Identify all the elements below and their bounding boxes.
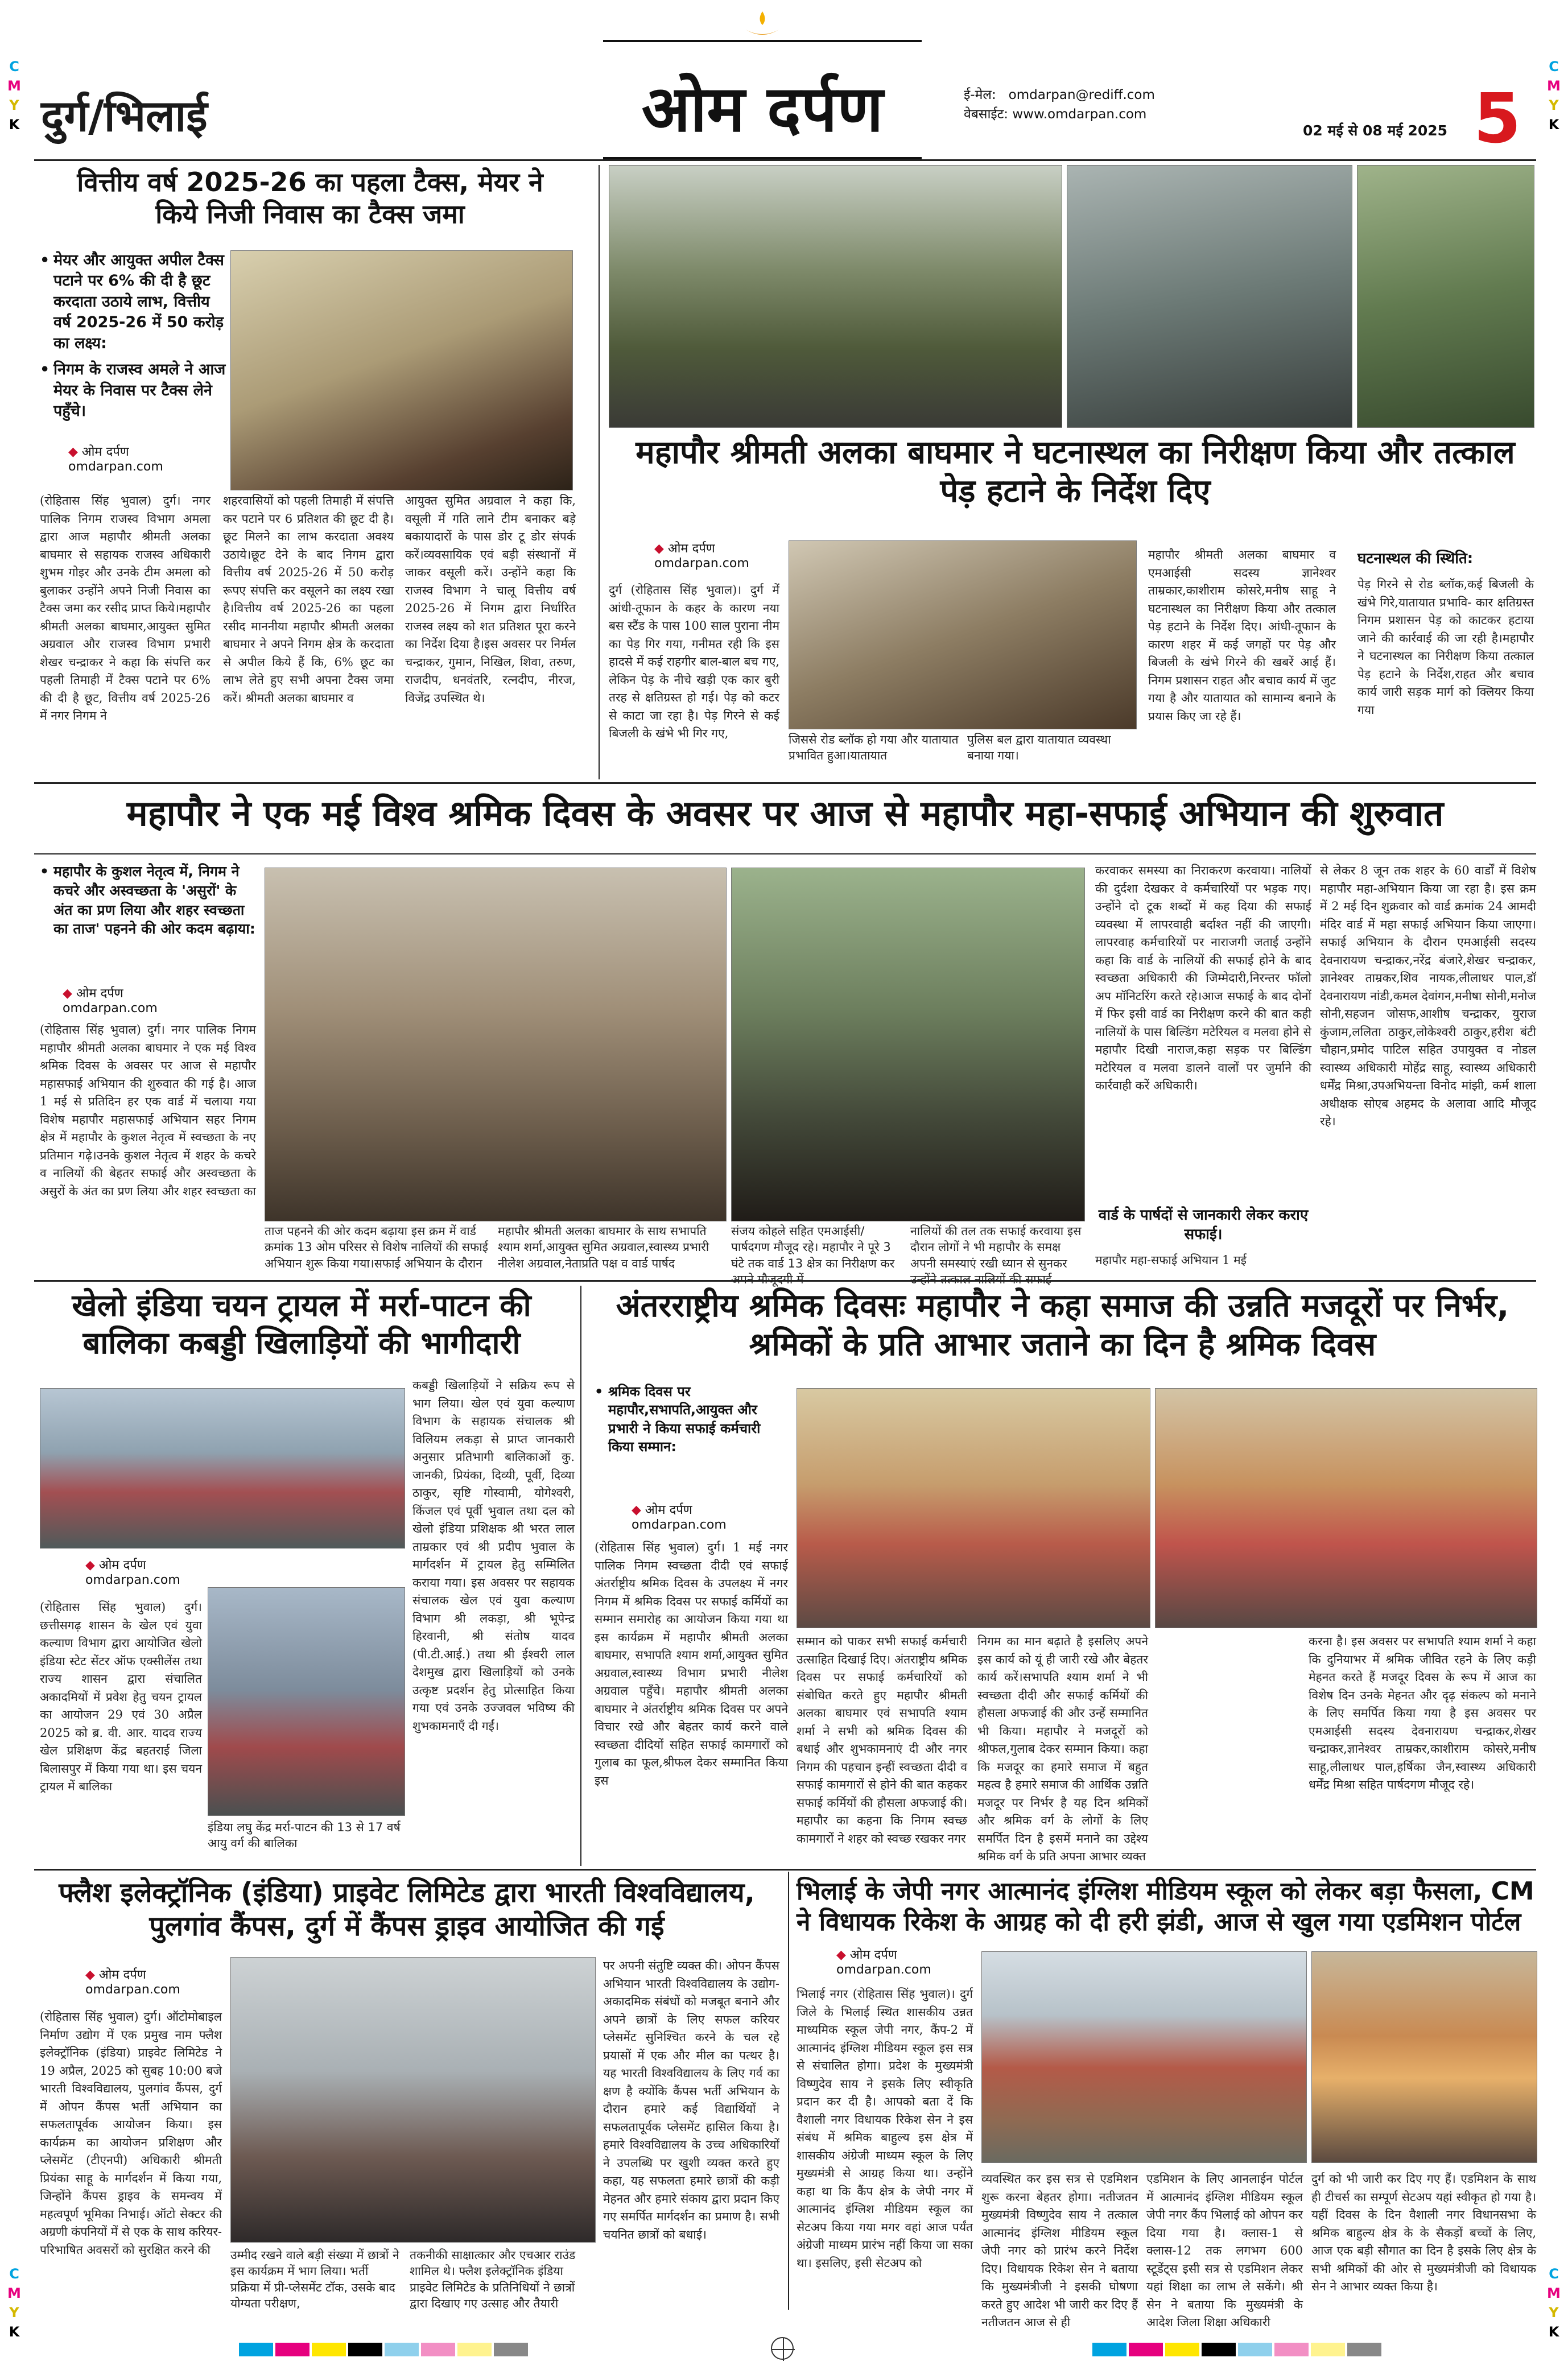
story7-photo-school (981, 1951, 1307, 2163)
story3-photo-group (265, 868, 727, 1221)
story3-headline: महापौर ने एक मई विश्व श्रमिक दिवस के अवसर पर आज से महापौर महा-सफाई अभियान की शुरुवात (126, 792, 1444, 834)
registration-marks-right (1543, 57, 1565, 134)
contact-info (964, 85, 1155, 124)
story3-cap1: ताज पहनने की ओर कदम बढ़ाया इस क्रम में वार्ड क्रमांक 13 ओम परिसर से विशेष नालियों की सफाई अभियान शुरू किया गया।सफाई अभियान के दौरान (265, 1224, 488, 1270)
byline-site: omdarpan.com (836, 1963, 931, 1977)
story5-col3: निगम का मान बढ़ाते है इसलिए अपने इस कार्य को यूं ही जारी रखे और बेहतर कार्य करें।सभापति श्याम शर्मा ने भी स्वच्छता दीदी और सफाई कर्मियों की हौसला अफजाई की और उन्हें सम्मानित भी किया। महापौर ने मजदूरों को श्रीफल,गुलाब देकर सम्मान किया। कहा कि मजदूर का हमारे समाज में बहुत महत्व है हमारे समाज की आर्थिक उन्नति मजदूर पर निर्भर है यह दिन श्रमिकों और श्रमिक वर्ग के लोगों के लिए समर्पित दिन है इसमें मनाने का उद्देश्य श्रमिक वर्ग के प्रति अपना आभार व्यक्त (977, 1634, 1148, 1863)
story1-bullet: • निगम के राजस्व अमले ने आज मेयर के निवास पर टैक्स लेने पहुँचे। (40, 360, 228, 422)
crosshair-icon (771, 2337, 794, 2360)
header-rule (34, 159, 1536, 161)
story6-col2: पर अपनी संतुष्टि व्यक्त की। ओपन कैंपस अभियान भारती विश्वविद्यालय के उद्योग-अकादमिक संबंधों को मजबूत बनाने और अपने छात्रों के लिए सफल करियर प्लेसमेंट सुनिश्चित करने के चल रहे प्रयासों में एक और मील का पत्थर है। यह भारती विश्वविद्यालय के लिए गर्व का क्षण है क्योंकि कैंपस भर्ती अभियान के दौरान हमारे कई विद्यार्थियों ने सफलतापूर्वक प्लेसमेंट हासिल किया है। हमारे विश्वविद्यालय के उच्च अधिकारियों ने उपलब्धि पर खुशी व्यक्त करते हुए कहा, यह सफलता हमारे छात्रों की कड़ी मेहनत और हमारे संकाय द्वारा प्रदान किए गए समर्पित मार्गदर्शन का प्रमाण है। सभी चयनित छात्रों को बधाई। (603, 1959, 779, 2241)
story2-col3: पेड़ गिरने से रोड ब्लॉक,कई बिजली के खंभे गिरे,यातायात प्रभावि- कार क्षतिग्रस्त निगम प्रशासन पेड़ को काटकर हटाया जाने की कार्रवाई की जा रही है।महापौर ने घटनास्थल का निरीक्षण किया तत्काल पेड़ हटाने के निर्देश,राहत और बचाव कार्य जारी सड़क मार्ग को क्लियर किया गया (1357, 577, 1534, 717)
story4-byline: ◆ ओम दर्पण omdarpan.com (85, 1558, 180, 1587)
email[interactable]: omdarpan@rediff.com (1008, 88, 1155, 102)
byline-brand: ओम दर्पण (98, 1558, 146, 1572)
page-number: 5 (1474, 80, 1521, 159)
story2-headline: महापौर श्रीमती अलका बाघमार ने घटनास्थल का निरीक्षण किया और तत्काल पेड़ हटाने के निर्देश दिए (636, 434, 1515, 510)
story5-headline: अंतरराष्ट्रीय श्रमिक दिवसः महापौर ने कहा समाज की उन्नति मजदूरों पर निर्भर, श्रमिकों के प्रति आभार जताने का दिन है श्रमिक दिवस (616, 1287, 1509, 1364)
story3-byline: ◆ ओम दर्पण omdarpan.com (63, 986, 158, 1015)
color-bar-right (1092, 2343, 1384, 2359)
story1-col3: आयुक्त सुमित अग्रवाल ने कहा कि, वसूली में गति लाने टीम बनाकर बड़े बकायादारों के पास डोर टू डोर संपर्क करें।व्यवसायिक एवं बड़ी संस्थानों में जाकर वसूली करें। उन्होंने कहा कि राजस्व विभाग ने चालू वित्तीय वर्ष 2025-26 में निगम द्वारा निर्धारित राजस्व लक्ष्य को शत प्रतिशत पूरा करने का निर्देश दिया है।इस अवसर पर निर्मल चन्द्राकर, गुमान, निखिल, शिवा, तरुण, राजदीप, धनवंतरि, रत्नदीप, नीरज, विजेंद्र उपस्थित थे। (405, 494, 576, 705)
byline-site: omdarpan.com (85, 1983, 180, 1997)
story1-col2: शहरवासियों को पहली तिमाही में संपत्ति कर पटाने पर 6 प्रतिशत की छूट दी है। छूट मिलने का लाभ करदाता अवश्य उठाये।छूट देने के बाद निगम द्वारा वित्तीय वर्ष 2025-26 में 50 करोड़ रूपए संपत्ति कर वसूलने का लक्ष्य रखा है।वित्तीय वर्ष 2025-26 का पहला रसीद माननीया महापौर श्रीमती अलका बाघमार ने अपने निगम क्षेत्र के करदाता से अपील किये हैं कि, 6% छूट का लाभ लेते हुए सभी अपना टैक्स जमा करें। श्रीमती अलका बाघमार व (223, 494, 394, 705)
reg-m: M (7, 78, 21, 94)
story6-photo (230, 1957, 596, 2243)
story6-headline: फ्लैश इलेक्ट्रॉनिक (इंडिया) प्राइवेट लिमिटेड द्वारा भारती विश्वविद्यालय, पुलगांव कैंपस, दुर्ग में कैंपस ड्राइव आयोजित की गई (59, 1877, 755, 1942)
column-rule (580, 1286, 581, 1866)
story1-photo (230, 250, 573, 490)
reg-k: K (1548, 2324, 1559, 2340)
reg-y: Y (1549, 97, 1559, 113)
byline-brand: ओम दर्पण (98, 1968, 146, 1982)
registration-marks-left-bottom (3, 2264, 25, 2342)
reg-k: K (9, 117, 20, 133)
section-rule (34, 1869, 1536, 1871)
registration-marks-left (3, 57, 25, 134)
byline-brand: ओम दर्पण (76, 986, 123, 1001)
story4-col2: कबड्डी खिलाड़ियों ने सक्रिय रूप से भाग लिया। खेल एवं युवा कल्याण विभाग के सहायक संचालक श्री विलियम लकड़ा से प्राप्त जानकारी अनुसार प्रतिभागी बालिकाओं कु. जानकी, प्रियंका, दिव्यी, पूर्वी, दिव्या ठाकुर, सृष्टि गोस्वामी, योगेश्वरी, किंजल एवं पूर्वी भुवाल तथा दल को खेलो इंडिया प्रशिक्षक श्री भरत लाल ताम्रकार एवं श्री प्रदीप भुवाल के मार्गदर्शन में ट्रायल हेतु सम्मिलित कराया गया। इस अवसर पर सहायक संचालक खेल एवं युवा कल्याण विभाग श्री लकड़ा, श्री भूपेन्द्र हिरवानी, श्री संतोष यादव (पी.टी.आई.) तथा श्री ईश्वरी लाल देशमुख द्वारा खिलाड़ियों को उनके उत्कृष्ट प्रदर्शन हेतु प्रोत्साहित किया गया एवं उनके उज्जवल भविष्य की शुभकामनाएँ दी गईं। (412, 1378, 575, 1733)
story3-col3: से लेकर 8 जून तक शहर के 60 वार्डों में विशेष महापौर महा-अभियान किया जा रहा है। इस क्रम में 2 मई दिन शुक्रवार को वार्ड क्रमांक 24 आमदी मंदिर वार्ड में महा सफाई अभियान किया जाएगा। सफाई अभियान के दौरान एमआईसी सदस्य देवनारायण चन्द्राकर,नरेंद्र बंजारे,शेखर चन्द्राकर, ज्ञानेश्वर ताम्रकर,शिव नायक,लीलाधर पाल,डॉ देवनारायण नांडी,कमल देवांगन,मनीषा सोनी,मनोज सोनी,सहजन जोसफ,आशीष चन्द्राकर, युराज कुंजाम,ललिता ठाकुर,लोकेश्वरी ठाकुर,हरीश बंटी चौहान,प्रमोद पाटिल सहित उपायुक्त व नोडल स्वास्थ्य अधिकारी मोहेंद्र साहू, स्वास्थ्य अधिकारी धर्मेंद्र मिश्रा,उपअभियन्ता विनोद मांझी, कर्म शाला अधीक्षक सोएब अहमद के अलावा आदि मौजूद रहे। (1320, 864, 1536, 1128)
story3-col2-end: महापौर महा-सफाई अभियान 1 मई (1095, 1253, 1247, 1267)
byline-site: omdarpan.com (63, 1001, 158, 1015)
byline-brand: ओम दर्पण (645, 1503, 692, 1517)
story3-photo-drain (731, 868, 1085, 1221)
website-label: वेबसाईट: (964, 107, 1009, 122)
reg-m: M (7, 2285, 21, 2301)
story6-caption-left: उम्मीद रखने वाले बड़ी संख्या में छात्रों ने इस कार्यक्रम में भाग लिया। भर्ती प्रक्रिया में प्री-प्लेसमेंट टॉक, उसके बाद योग्यता परीक्षण, (230, 2248, 399, 2311)
story2-photo-car (1067, 165, 1352, 428)
story6-col1: (रोहितास सिंह भुवाल) दुर्ग। ऑटोमोबाइल निर्माण उद्योग में एक प्रमुख नाम फ्लैश इलेक्ट्रॉनिक (इंडिया) प्राइवेट लिमिटेड ने 19 अप्रैल, 2025 को सुबह 10:00 बजे भारती विश्वविद्यालय, पुलगांव कैंपस, दुर्ग में ओपन कैंपस भर्ती अभियान का सफलतापूर्वक आयोजन किया। इस कार्यक्रम का आयोजन प्रशिक्षण और प्लेसमेंट (टीएनपी) अधिकारी श्रीमती प्रियंका साहू के मार्गदर्शन में किया गया, जिन्होंने कैंपस ड्राइव के समन्वय में महत्वपूर्ण भूमिका निभाई। ऑटो सेक्टर की अग्रणी कंपनियों में से एक के साथ करियर-परिभाषित अवसरों को सुरक्षित करने की (40, 2010, 222, 2257)
reg-c: C (9, 2266, 19, 2282)
lamp-icon (742, 7, 782, 40)
story7-headline: भिलाई के जेपी नगर आत्मानंद इंग्लिश मीडियम स्कूल को लेकर बड़ा फैसला, CM ने विधायक रिकेश के आग्रह को दी हरी झंडी, आज से खुल गया एडमिशन पोर्टल (797, 1877, 1534, 1937)
story2-photo-road (1357, 165, 1534, 428)
story3-bullet-text: • महापौर के कुशल नेतृत्व में, निगम ने कचरे और अस्वच्छता के 'असुरों' के अंत का प्रण लिया और शहर स्वच्छता का ताज' पहनने की ओर कदम बढ़ाया: (40, 862, 256, 939)
story1-bullets (40, 250, 228, 449)
byline-site: omdarpan.com (632, 1518, 727, 1532)
story5-photo-stage (797, 1388, 1150, 1628)
story2-photo-crowd (789, 540, 1137, 729)
byline-brand: ओम दर्पण (667, 542, 715, 556)
story7-col4: दुर्ग को भी जारी कर दिए गए हैं। एडमिशन के साथ ही टीचर्स का सम्पूर्ण सेटअप यहां स्वीकृत हो गया है। यहीं दिवस के दिन वैशाली नगर विधानसभा के श्रमिक बाहुल्य क्षेत्र के के सैकड़ों बच्चों के लिए, आज एक बड़ी सौगात का दिन है इसके लिए क्षेत्र के सभी श्रमिकों की ओर से मुख्यमंत्रीजी को विधायक सेन ने आभार व्यक्त किया है। (1311, 2172, 1536, 2293)
story7-col1: भिलाई नगर (रोहितास सिंह भुवाल)। दुर्ग जिले के भिलाई स्थित शासकीय उन्नत माध्यमिक स्कूल जेपी नगर, कैंप-2 में आत्मानंद इंग्लिश मीडियम स्कूल इस सत्र से संचालित होगा। प्रदेश के मुख्यमंत्री विष्णुदेव साय ने इसके लिए स्वीकृति प्रदान कर दी है। आपको बता दें कि वैशाली नगर विधायक रिकेश सेन ने इस संबंध में श्रमिक बाहुल्य इस क्षेत्र में शासकीय अंग्रेजी माध्यम स्कूल के लिए मुख्यमंत्री से आग्रह किया था। उन्होंने कहा था कि कैंप क्षेत्र के जेपी नगर में आत्मानंद इंग्लिश मीडियम स्कूल का सेटअप किया गया मगर वहां आज पर्यंत अंग्रेजी माध्यम प्रारंभ नहीं किया जा सका था। इसलिए, इसी सेटअप को (797, 1987, 973, 2270)
reg-c: C (9, 59, 19, 75)
story7-byline: ◆ ओम दर्पण omdarpan.com (836, 1948, 931, 1977)
story5-byline: ◆ ओम दर्पण omdarpan.com (632, 1503, 727, 1532)
reg-k: K (9, 2324, 20, 2340)
masthead-box (603, 40, 922, 159)
story2-col1: दुर्ग (रोहितास सिंह भुवाल)। दुर्ग में आंधी-तूफान के कहर के कारण नया बस स्टैंड के पास 100 साल पुराना नीम का पेड़ गिर गया, गनीमत रही कि इस हादसे में कई राहगीर बाल-बाल बच गए, लेकिन पेड़ के नीचे खड़ी एक कार बुरी तरह से क्षतिग्रस्त हो गई। पेड़ को कटर से काटा जा रहा है। पेड़ गिरने से कई बिजली के खंभे भी गिर गए, (609, 583, 779, 740)
story4-caption: इंडिया लघु केंद्र मर्रा-पाटन की 13 से 17 वर्ष आयु वर्ग की बालिका (208, 1820, 401, 1851)
column-rule (599, 165, 600, 779)
story2-caption-b: पुलिस बल द्वारा यातायात व्यवस्था बनाया गया। (967, 733, 1111, 763)
story5-col1: (रोहितास सिंह भुवाल) दुर्ग। 1 मई नगर पालिक निगम स्वच्छता दीदी एवं सफाई अंतर्राष्ट्रीय श्रमिक दिवस के उपलक्ष्य में नगर निगम में श्रमिक दिवस पर सफाई कर्मियों का सम्मान समारोह का आयोजन किया गया था इस कार्यक्रम में महापौर श्रीमती अलका बाघमार, सभापति श्याम शर्मा,आयुक्त सुमित अग्रवाल,स्वास्थ्य विभाग प्रभारी नीलेश अग्रवाल पहुँचे। महापौर श्रीमती अलका बाघमार ने अंतर्राष्ट्रीय श्रमिक दिवस पर अपने विचार रखे और बेहतर कार्य करने वाले स्वच्छता दीदियों सहित सफाई कामगारों को गुलाब का फूल,श्रीफल देकर सम्मानित किया इस (595, 1541, 788, 1787)
reg-k: K (1548, 117, 1559, 133)
column-rule (788, 1872, 789, 2310)
reg-c: C (1549, 2266, 1559, 2282)
reg-y: Y (9, 2305, 19, 2321)
byline-site: omdarpan.com (68, 460, 163, 474)
story3-cap4: नालियों की तल तक सफाई करवाया इस दौरान लोगों ने भी महापौर के समक्ष अपनी समस्याएं रखी ध्यान से सुनकर (910, 1224, 1082, 1270)
byline-site: omdarpan.com (654, 556, 749, 571)
story3-subhead: वार्ड के पार्षदों से जानकारी लेकर कराए सफाई। (1098, 1207, 1309, 1243)
story4-col1: (रोहितास सिंह भुवाल) दुर्ग। छत्तीसगढ़ शासन के खेल एवं युवा कल्याण विभाग द्वारा आयोजित खेलो इंडिया स्टेट सेंटर ऑफ एक्सीलेंस तथा राज्य शासन द्वारा संचालित अकादमियों में प्रवेश हेतु चयन ट्रायल का आयोजन 29 एवं 30 अप्रैल 2025 को ब्र. वी. आर. यादव राज्य खेल प्रशिक्षण केंद्र बहतराई जिला बिलासपुर में किया गया था। इस चयन ट्रायल में बालिका (40, 1600, 202, 1793)
story3-col2: करवाकर समस्या का निराकरण करवाया। नालियों की दुर्दशा देखकर वे कर्मचारियों पर भड़क गए। उन्होंने दो टूक शब्दों में कह दिया की सफाई व्यवस्था में लापरवाही बर्दाश्त नहीं की जाएगी। लापरवाह कर्मचारियों पर नाराजगी जताई उन्होंने कहा कि वार्ड के नालियों की सफाई होने के बाद स्वच्छता अधिकारी की जिम्मेदारी,निरन्तर फॉलो अप मॉनिटरिंग करते रहे।आज सफाई के बाद दोनों में फिर इसी वार्ड का निरीक्षण करने की बात कही नालियों के पास बिल्डिंग मटेरियल व मलवा होने से महापौर दिखी नाराज,कहा सड़क पर बिल्डिंग मटेरियल व मलवा डालने वालों पर जुर्माने की कार्रवाही करें अधिकारी। (1095, 864, 1311, 1092)
issue-date: 02 मई से 08 मई 2025 (1303, 122, 1448, 139)
story2-subhead: घटनास्थल की स्थिति: (1357, 550, 1474, 567)
registration-marks-right-bottom (1543, 2264, 1565, 2342)
website[interactable]: www.omdarpan.com (1012, 107, 1147, 122)
color-bar-left (239, 2343, 530, 2359)
story7-col2: व्यवस्थित कर इस सत्र से एडमिशन शुरू करना बेहतर होगा। नतीजतन मुख्यमंत्री विष्णुदेव साय ने तत्काल आत्मानंद इंग्लिश मीडियम स्कूल जेपी नगर को प्रारंभ करने निर्देश दिए। विधायक रिकेश सेन ने बताया कि मुख्यमंत्रीजी ने इसकी घोषणा करते हुए आदेश भी जारी कर दिए हैं नतीजतन आज से ही (981, 2172, 1138, 2329)
story4-photo-players (208, 1587, 405, 1816)
story5-col4: करना है। इस अवसर पर सभापति श्याम शर्मा ने कहा कि दुनियाभर में श्रमिक जीवित रहने के लिए कड़ी मेहनत करते हैं मजदूर दिवस के रूप में आज का विशेष दिन उनके मेहनत और दृढ़ संकल्प को मनाने के लिए समर्पित किया गया है इस अवसर पर एमआईसी सदस्य देवनारायण चन्द्राकर,शेखर चन्द्राकर,ज्ञानेश्वर ताम्रकर,काशीराम कोसरे,मनीष साहू,लीलाधर पाल,हर्षिका जैन,स्वास्थ्य अधिकारी धर्मेंद्र मिश्रा सहित पार्षदगण मौजूद रहे। (1309, 1634, 1536, 1791)
story5-photo-honour (1155, 1388, 1537, 1628)
reg-y: Y (1549, 2305, 1559, 2321)
section-rule (34, 853, 1536, 854)
story3-col1: (रोहितास सिंह भुवाल) दुर्ग। नगर पालिक निगम महापौर श्रीमती अलका बाघमार ने एक मई विश्व श्रमिक दिवस के अवसर पर आज से महापौर महासफाई अभियान की शुरुवात की गई है। आज 1 मई से प्रतिदिन हर एक वार्ड में चलाया गया विशेष महापौर महासफाई अभियान सहर निगम क्षेत्र में महापौर के कुशल नेतृत्व में स्वच्छता के नए प्रतिमान गढ़े।उनके कुशल नेतृत्व में शहर के कचरे व नालियों की बेहतर सफाई और अस्वच्छता के असुरों के अंत का प्रण लिया और शहर स्वच्छता का (40, 1023, 256, 1198)
story2-photo-tree (609, 165, 1062, 428)
story7-photo-mla (1311, 1951, 1537, 2163)
email-label: ई-मेल: (964, 88, 996, 102)
story3-cap3: संजय कोहले सहित एमआईसी/पार्षदगण मौजूद रहे। महापौर ने पूरे 3 घंटे तक वार्ड 13 क्षेत्र का निरीक्षण कर (731, 1224, 895, 1270)
story5-col2: सम्मान को पाकर सभी सफाई कर्मचारी उत्साहित दिखाई दिए। अंतराष्ट्रीय श्रमिक दिवस पर सफाई कर्मचारियों को संबोधित करते हुए महापौर श्रीमती अलका बाघमार एवं सभापति श्याम शर्मा ने सभी को श्रमिक दिवस की बधाई और शुभकामनाएं दी और नगर निगम की पहचान इन्हीं स्वच्छता दीदी व सफाई कामगारों से होने की बात कहकर सफाई कर्मियों की हौसला अफजाई की। महापौर का कहना कि निगम स्वच्छ कामगारों ने शहर को स्वच्छ रखकर नगर (797, 1634, 967, 1845)
story4-headline: खेलो इंडिया चयन ट्रायल में मर्रा-पाटन की बालिका कबड्डी खिलाड़ियों की भागीदारी (72, 1287, 531, 1361)
story1-byline: ◆ ओम दर्पण omdarpan.com (68, 445, 163, 474)
story1-bullet: • मेयर और आयुक्त अपील टैक्स पटाने पर 6% की दी है छूट करदाता उठाये लाभ, वित्तीय वर्ष 2025-26 में 50 करोड़ का लक्ष्य: (40, 250, 228, 354)
story2-byline: ◆ ओम दर्पण omdarpan.com (654, 542, 749, 571)
reg-m: M (1547, 78, 1561, 94)
section-rule (34, 782, 1536, 784)
reg-y: Y (9, 97, 19, 113)
byline-brand: ओम दर्पण (849, 1948, 897, 1962)
section-rule (34, 1280, 1536, 1282)
story2-col2: महापौर श्रीमती अलका बाघमार व एमआईसी सदस्य ज्ञानेश्वर ताम्रकार,काशीराम कोसरे,मनीष साहू ने घटनास्थल का निरीक्षण किया और तत्काल पेड़ हटाने के निर्देश दिए। आंधी-तूफान के कारण शहर में कई जगहों पर पेड़ और बिजली के खंभे गिरने की खबरें आई हैं। निगम प्रशासन राहत और बचाव कार्य में जुट गया है और यातायात को सामान्य बनाने के प्रयास किए जा रहे हैं। (1148, 548, 1336, 723)
byline-brand: ओम दर्पण (81, 445, 129, 459)
story5-bullet-text: • श्रमिक दिवस पर महापौर,सभापति,आयुक्त और प्रभारी ने किया सफाई कर्मचारी किया सम्मान: (595, 1382, 788, 1456)
reg-c: C (1549, 59, 1559, 75)
section-title: दुर्ग/भिलाई (41, 90, 208, 141)
story1-col1: (रोहितास सिंह भुवाल) दुर्ग। नगर पालिक निगम राजस्व विभाग अमला द्वारा आज महापौर श्रीमती अलका बाघमार से सहायक राजस्व अधिकारी शुभम गोइर और उनके टीम अमला को बुलाकर उन्होंने अपने निजी निवास का टैक्स जमा कर रसीद प्राप्त किये।महापौर श्रीमती अलका बाघमार,आयुक्त सुमित अग्रवाल और राजस्व विभाग प्रभारी शेखर चन्द्राकर ने कहा कि संपत्ति कर पहली तिमाही में टैक्स पटाने पर 6% की दी है छूट, वित्तीय वर्ष 2025-26 में नगर निगम ने (40, 494, 211, 722)
story3-cap2: महापौर श्रीमती अलका बाघमार के साथ सभापति श्याम शर्मा,आयुक्त सुमित अग्रवाल,स्वास्थ्य प्रभारी नीलेश अग्रवाल,नेताप्रति पक्ष व वार्ड पार्षद (498, 1224, 709, 1270)
byline-site: omdarpan.com (85, 1573, 180, 1587)
story3-bullet (40, 862, 256, 981)
story2-caption-a: जिससे रोड ब्लॉक हो गया और यातायात प्रभावित हुआ।यातायात (789, 733, 959, 763)
story5-bullet (595, 1382, 788, 1496)
reg-m: M (1547, 2285, 1561, 2301)
story6-byline: ◆ ओम दर्पण omdarpan.com (85, 1968, 180, 1997)
story7-col3: एडमिशन के लिए आनलाईन पोर्टल में आत्मानंद इंग्लिश मीडियम स्कूल जेपी नगर कैंप भिलाई को ओपन कर दिया गया है। क्लास-1 से क्लास-12 तक लगभग 600 स्टूडेंट्स इसी सत्र से एडमिशन लेकर यहां शिक्षा का लाभ ले सकेंगे। श्री सेन ने बताया कि मुख्यमंत्री के आदेश जिला शिक्षा अधिकारी (1146, 2172, 1303, 2329)
story4-photo-team (40, 1388, 405, 1549)
story1-headline: वित्तीय वर्ष 2025-26 का पहला टैक्स, मेयर ने किये निजी निवास का टैक्स जमा (77, 167, 543, 230)
masthead-title: ओम दर्पण (641, 72, 884, 146)
story6-caption: तकनीकी साक्षात्कार और एचआर राउंड शामिल थे। फ्लैश इलेक्ट्रॉनिक इंडिया प्राइवेट लिमिटेड के प्रतिनिधियों ने छात्रों द्वारा दिखाए गए उत्साह और तैयारी (410, 2248, 576, 2311)
